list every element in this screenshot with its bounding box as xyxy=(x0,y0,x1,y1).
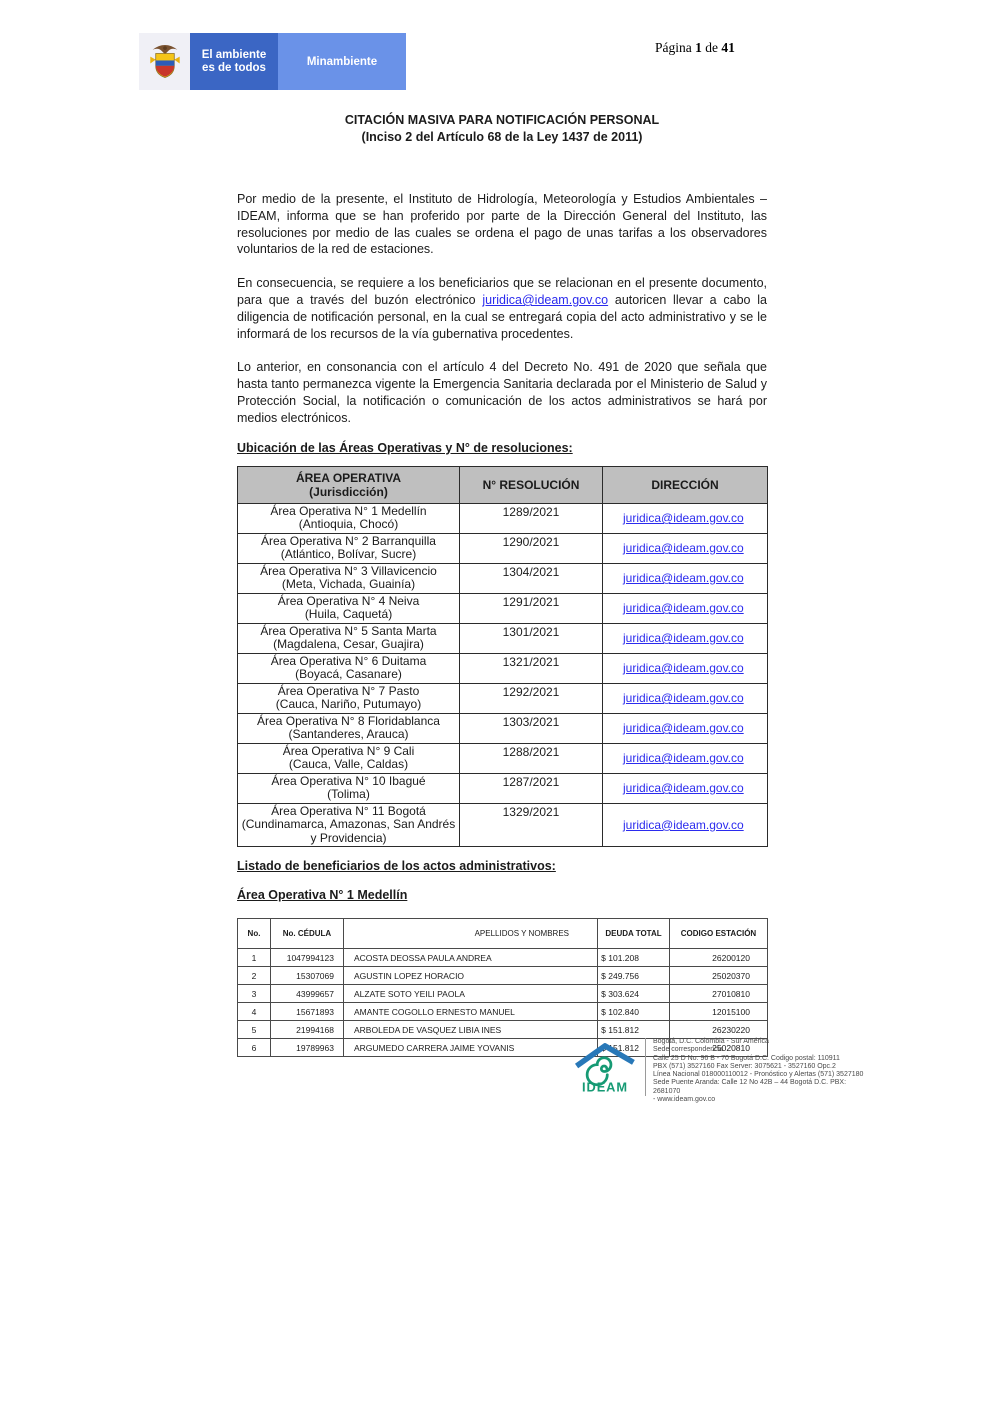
resolution-number: 1291/2021 xyxy=(460,593,603,623)
page-number-current: 1 xyxy=(695,40,702,55)
resolution-number: 1287/2021 xyxy=(460,773,603,803)
footer-address-line: Sede correspondencia xyxy=(653,1046,724,1054)
beneficiary-index: 4 xyxy=(238,1003,271,1021)
brand-ministry-label: Minambiente xyxy=(278,33,406,90)
area-name: Área Operativa N° 9 Cali xyxy=(282,743,415,758)
area-jurisdiction: (Atlántico, Bolívar, Sucre) xyxy=(280,547,417,562)
minambiente-logo xyxy=(139,33,406,90)
resolution-number: 1329/2021 xyxy=(460,803,603,847)
resolution-number: 1301/2021 xyxy=(460,623,603,653)
area-name: Área Operativa N° 3 Villavicencio xyxy=(260,563,437,578)
beneficiary-cedula: 15671893 xyxy=(271,1003,344,1021)
beneficiary-cedula: 19789963 xyxy=(271,1039,344,1057)
beneficiary-name: AGUSTIN LOPEZ HORACIO xyxy=(344,967,598,985)
email-link[interactable]: juridica@ideam.gov.co xyxy=(623,571,744,586)
area-jurisdiction: (Cundinamarca, Amazonas, San Andrés y Providencia) xyxy=(241,817,456,845)
col-header-area-line1: ÁREA OPERATIVA xyxy=(295,470,402,485)
document-body xyxy=(237,112,767,1057)
resolutions-table-row xyxy=(238,713,768,743)
footer-address-block xyxy=(653,1036,873,1104)
col-header-resolucion: N° RESOLUCIÓN xyxy=(460,466,603,503)
area-name: Área Operativa N° 4 Neiva xyxy=(277,593,420,608)
area-jurisdiction: (Santanderes, Arauca) xyxy=(288,727,409,742)
colombia-coat-of-arms-icon xyxy=(139,33,190,90)
area-jurisdiction: (Antioquia, Chocó) xyxy=(298,517,399,532)
resolutions-table-row xyxy=(238,653,768,683)
resolutions-table-row xyxy=(238,803,768,847)
resolution-number: 1303/2021 xyxy=(460,713,603,743)
area-jurisdiction: (Cauca, Nariño, Putumayo) xyxy=(275,697,422,712)
email-link[interactable]: juridica@ideam.gov.co xyxy=(623,721,744,736)
ideam-footer xyxy=(572,1036,873,1104)
beneficiaries-table-header-row xyxy=(238,919,768,949)
beneficiary-name: AMANTE COGOLLO ERNESTO MANUEL xyxy=(344,1003,598,1021)
col-header-nombres: APELLIDOS Y NOMBRES xyxy=(344,919,598,949)
col-header-area-operativa xyxy=(238,466,460,503)
email-link[interactable]: juridica@ideam.gov.co xyxy=(623,751,744,766)
beneficiary-index: 1 xyxy=(238,949,271,967)
page-number xyxy=(655,40,735,56)
beneficiary-row xyxy=(238,949,768,967)
beneficiary-row xyxy=(238,967,768,985)
beneficiary-station-code: 12015100 xyxy=(670,1003,768,1021)
beneficiaries-heading: Listado de beneficiarios de los actos administrativos: xyxy=(237,859,556,874)
area-jurisdiction: (Meta, Vichada, Guainía) xyxy=(281,577,416,592)
footer-divider xyxy=(645,1038,646,1096)
beneficiary-debt: $ 249.756 xyxy=(598,967,670,985)
beneficiary-debt: $ 303.624 xyxy=(598,985,670,1003)
resolution-number: 1292/2021 xyxy=(460,683,603,713)
resolutions-table-row xyxy=(238,683,768,713)
page-number-of: de xyxy=(705,40,718,55)
beneficiary-row xyxy=(238,985,768,1003)
beneficiary-debt: $ 101.208 xyxy=(598,949,670,967)
col-header-cedula: No. CÉDULA xyxy=(271,919,344,949)
area-name: Área Operativa N° 2 Barranquilla xyxy=(261,533,436,548)
area-jurisdiction: (Magdalena, Cesar, Guajira) xyxy=(273,637,424,652)
email-link[interactable]: juridica@ideam.gov.co xyxy=(623,781,744,796)
resolutions-table-row xyxy=(238,593,768,623)
beneficiary-station-code: 27010810 xyxy=(670,985,768,1003)
email-link[interactable]: juridica@ideam.gov.co xyxy=(623,631,744,646)
resolution-number: 1288/2021 xyxy=(460,743,603,773)
email-link[interactable]: juridica@ideam.gov.co xyxy=(623,511,744,526)
area-jurisdiction: (Boyacá, Casanare) xyxy=(295,667,402,682)
beneficiary-row xyxy=(238,1003,768,1021)
beneficiary-name: ALZATE SOTO YEILI PAOLA xyxy=(344,985,598,1003)
beneficiary-index: 6 xyxy=(238,1039,271,1057)
area-name: Área Operativa N° 8 Floridablanca xyxy=(257,713,440,728)
email-link[interactable]: juridica@ideam.gov.co xyxy=(623,661,744,676)
area-jurisdiction: (Cauca, Valle, Caldas) xyxy=(288,757,409,772)
page-number-total: 41 xyxy=(721,40,735,55)
footer-address-line: Calle 25 D No. 96 B - 70 Bogotá D.C. Codigo postal: 110911 xyxy=(653,1054,840,1062)
resolutions-table-header-row xyxy=(238,466,768,503)
col-header-direccion: DIRECCIÓN xyxy=(603,466,768,503)
beneficiary-cedula: 43999657 xyxy=(271,985,344,1003)
area-name: Área Operativa N° 6 Duitama xyxy=(270,653,427,668)
beneficiary-name: ACOSTA DEOSSA PAULA ANDREA xyxy=(344,949,598,967)
area-name: Área Operativa N° 1 Medellín xyxy=(270,503,427,518)
email-link[interactable]: juridica@ideam.gov.co xyxy=(623,817,744,832)
footer-address-line: Sede Puente Aranda: Calle 12 No 42B – 44 Bogotá D.C. PBX: 2681070 xyxy=(653,1079,847,1095)
title-line1: CITACIÓN MASIVA PARA NOTIFICACIÓN PERSONAL xyxy=(344,113,660,127)
col-header-no: No. xyxy=(238,919,271,949)
email-link[interactable]: juridica@ideam.gov.co xyxy=(623,541,744,556)
area-name: Área Operativa N° 10 Ibagué xyxy=(271,773,426,788)
ideam-logo-text: IDEAM xyxy=(582,1079,628,1095)
paragraph-intro: Por medio de la presente, el Instituto de Hidrología, Meteorología y Estudios Ambientales – IDEAM, informa que se han proferido por parte de la Dirección General del Instituto, las resoluciones por medio de las cuales se ordena el pago de unas tarifas a los observadores voluntarios de la red de estaciones. xyxy=(237,192,767,257)
beneficiary-station-code: 26200120 xyxy=(670,949,768,967)
beneficiary-index: 5 xyxy=(238,1021,271,1039)
paragraph-requirement xyxy=(237,275,767,342)
beneficiary-cedula: 15307069 xyxy=(271,967,344,985)
col-header-deuda: DEUDA TOTAL xyxy=(598,919,670,949)
footer-address-line: Bogotá, D.C. Colombia - Sur América xyxy=(653,1038,769,1045)
title-line2: (Inciso 2 del Artículo 68 de la Ley 1437 de 2011) xyxy=(361,129,643,144)
resolution-number: 1290/2021 xyxy=(460,533,603,563)
resolutions-table-row xyxy=(238,623,768,653)
resolutions-table xyxy=(237,466,768,848)
email-link[interactable]: juridica@ideam.gov.co xyxy=(623,601,744,616)
paragraph-decree: Lo anterior, en consonancia con el artículo 4 del Decreto No. 491 de 2020 que señala que hasta tanto permanezca vigente la Emergencia Sanitaria declarada por el Ministerio de Salud y Protección Social, la notificación o comunicación de los actos administrativos se hará por medios electrónicos. xyxy=(237,360,767,425)
ideam-logo-icon xyxy=(572,1036,640,1101)
resolutions-table-row xyxy=(238,773,768,803)
col-header-codigo: CODIGO ESTACIÓN xyxy=(670,919,768,949)
page-number-prefix: Página xyxy=(655,40,692,55)
area-jurisdiction: (Tolima) xyxy=(327,787,370,802)
beneficiary-debt: $ 151.812 xyxy=(598,1039,670,1057)
beneficiary-station-code: 25020370 xyxy=(670,967,768,985)
beneficiary-name: ARBOLEDA DE VASQUEZ LIBIA INES xyxy=(344,1021,598,1039)
resolutions-table-row xyxy=(238,743,768,773)
area-jurisdiction: (Huila, Caquetá) xyxy=(304,607,393,622)
document-title xyxy=(237,112,767,145)
beneficiary-name: ARGUMEDO CARRERA JAIME YOVANIS xyxy=(344,1039,598,1057)
beneficiary-debt: $ 102.840 xyxy=(598,1003,670,1021)
resolutions-table-row xyxy=(238,503,768,533)
resolutions-table-row xyxy=(238,533,768,563)
area-name: Área Operativa N° 5 Santa Marta xyxy=(260,623,437,638)
brand-slogan-line2: es de todos xyxy=(202,61,266,74)
footer-address-line: - www.ideam.gov.co xyxy=(653,1096,716,1104)
resolution-number: 1304/2021 xyxy=(460,563,603,593)
beneficiary-cedula: 1047994123 xyxy=(271,949,344,967)
footer-address-line: Línea Nacional 018000110012 - Pronóstico y Alertas (571) 3527180 xyxy=(653,1071,864,1079)
area-name: Área Operativa N° 7 Pasto xyxy=(277,683,420,698)
resolutions-heading: Ubicación de las Áreas Operativas y N° de resoluciones: xyxy=(237,440,573,455)
col-header-area-line2: (Jurisdicción) xyxy=(309,484,388,499)
beneficiary-station-code: 26230220 xyxy=(670,1021,768,1039)
email-link[interactable]: juridica@ideam.gov.co xyxy=(623,691,744,706)
paragraph-requirement-text-after: autoricen llevar a cabo la diligencia de notificación personal, en la cual se entregará copia del acto administrativo y se le informará de los recursos de la vía gubernativa procedentes. xyxy=(237,292,767,341)
resolution-number: 1321/2021 xyxy=(460,653,603,683)
email-link[interactable]: juridica@ideam.gov.co xyxy=(482,292,609,307)
paragraph-requirement-text: En consecuencia, se requiere a los beneficiarios que se relacionan en el presente documento, para que a través del buzón electrónico xyxy=(237,276,767,307)
footer-address-line: PBX (571) 3527160 Fax Server: 3075621 - 3527160 Opc.2 xyxy=(653,1062,836,1070)
beneficiary-cedula: 21994168 xyxy=(271,1021,344,1039)
beneficiary-station-code: 25020810 xyxy=(670,1039,768,1057)
resolution-number: 1289/2021 xyxy=(460,503,603,533)
brand-slogan xyxy=(190,33,278,90)
area-name: Área Operativa N° 11 Bogotá xyxy=(271,803,426,818)
area-1-subheading: Área Operativa N° 1 Medellín xyxy=(237,888,408,903)
beneficiary-debt: $ 151.812 xyxy=(598,1021,670,1039)
beneficiary-index: 2 xyxy=(238,967,271,985)
beneficiary-index: 3 xyxy=(238,985,271,1003)
brand-slogan-line1: El ambiente xyxy=(201,48,267,61)
resolutions-table-row xyxy=(238,563,768,593)
